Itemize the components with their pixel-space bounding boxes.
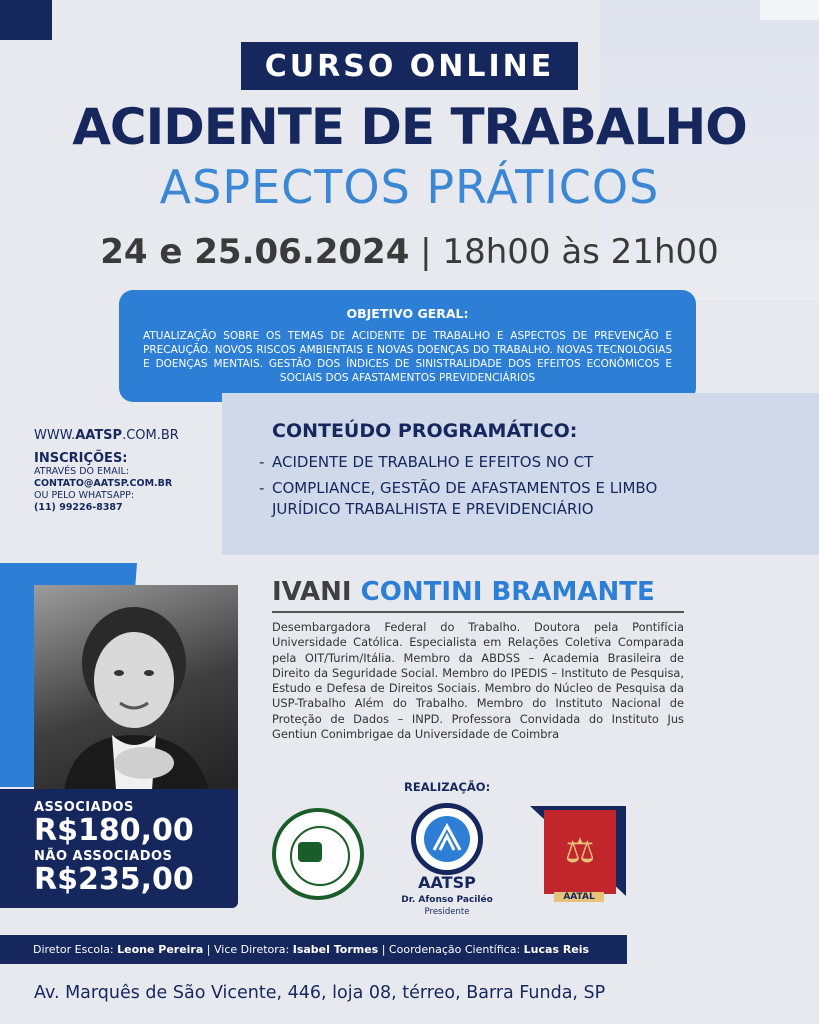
pricing-box <box>0 789 238 908</box>
email-link[interactable]: CONTATO@AATSP.COM.BR <box>34 478 173 489</box>
aatsp-name: AATSP <box>418 873 476 892</box>
course-title: ACIDENTE DE TRABALHO <box>72 98 747 156</box>
whatsapp-label: OU PELO WHATSAPP: <box>34 490 135 501</box>
aatal-name: AATAL <box>554 892 604 902</box>
members-label: ASSOCIADOS <box>34 800 134 815</box>
non-members-label: NÃO ASSOCIADOS <box>34 849 173 864</box>
divider <box>272 611 684 613</box>
objective-title: OBJETIVO GERAL: <box>346 306 469 321</box>
email-label: ATRAVÉS DO EMAIL: <box>34 466 130 477</box>
address: Av. Marquês de São Vicente, 446, loja 08, térreo, Barra Funda, SP <box>34 983 606 1003</box>
aatal-logo <box>530 806 626 906</box>
scales-icon: ⚖ <box>564 831 596 871</box>
program-item-label: ACIDENTE DE TRABALHO E EFEITOS NO CT <box>272 453 594 471</box>
course-subtitle: ASPECTOS PRÁTICOS <box>159 160 660 214</box>
program-item-label: COMPLIANCE, GESTÃO DE AFASTAMENTOS E LIMBO JURÍDICO TRABALHISTA E PREVIDENCIÁRIO <box>272 479 658 518</box>
speaker-bio: Desembargadora Federal do Trabalho. Doutora pela Pontifícia Universidade Católica. Especialista em Relações Coletiva Comparada pela OIT/Turim/Itália. Membro da ABDSS – Academia Brasileira de Direito da Seguridade Social. Membro do IPEDIS – Instituto de Pesquisa, Estudo e Defesa de Direitos Sociais. Membro do Núcleo de Pesquisa da USP-Trabalho Além do Trabalho. Membro do Instituto Nacional de Proteção de Dados – INPD. Professora Convidada do Instituto Jus Gentiun Conimbrigae da Universidade de Coimbra <box>272 620 684 742</box>
president-name: Dr. Afonso Paciléo <box>401 895 493 905</box>
non-members-price: R$235,00 <box>34 862 194 897</box>
members-price: R$180,00 <box>34 813 194 848</box>
course-dates <box>0 232 819 272</box>
vice-director-name: Isabel Tormes <box>292 943 379 956</box>
registration-title: INSCRIÇÕES: <box>34 451 128 466</box>
objective-text: ATUALIZAÇÃO SOBRE OS TEMAS DE ACIDENTE DE TRABALHO E ASPECTOS DE PREVENÇÃO E PRECAUÇÃO. NOVOS RISCOS AMBIENTAIS E NOVAS DOENÇAS DO TRABALHO. NOVAS TECNOLOGIAS E DOENÇAS MENTAIS. GESTÃO DOS ÍNDICES DE SINISTRALIDADE DOS EFEITOS ECONÔMICOS E SOCIAIS DOS AFASTAMENTOS PREVIDENCIÁRIOS <box>143 330 672 384</box>
coordinator-name: Lucas Reis <box>523 943 590 956</box>
website-link[interactable]: WWW.AATSP.COM.BR <box>34 428 179 443</box>
corner-accent <box>0 0 52 40</box>
program-title: CONTEÚDO PROGRAMÁTICO: <box>272 420 578 442</box>
objective-box <box>119 290 696 402</box>
aatsp-logo <box>411 803 483 875</box>
phone-number[interactable]: (11) 99226-8387 <box>34 502 123 513</box>
time-range: 18h00 às 21h00 <box>442 232 719 272</box>
credits-bar: Diretor Escola: Leone Pereira | Vice Diretora: Isabel Tormes | Coordenação Científica: Lucas Reis <box>0 935 627 964</box>
realization-title: REALIZAÇÃO: <box>404 780 491 794</box>
course-type-badge: CURSO ONLINE <box>241 42 578 90</box>
speaker-name: IVANI CONTINI BRAMANTE <box>272 577 655 607</box>
speaker-photo <box>34 585 238 790</box>
date-separator: | <box>409 232 443 272</box>
contact-info <box>34 428 224 514</box>
director-name: Leone Pereira <box>117 943 204 956</box>
list-item: - ACIDENTE DE TRABALHO E EFEITOS NO CT <box>259 453 594 471</box>
program-list <box>259 452 659 525</box>
list-item: - COMPLIANCE, GESTÃO DE AFASTAMENTOS E LIMBO JURÍDICO TRABALHISTA E PREVIDENCIÁRIO <box>259 479 658 518</box>
background-shape <box>760 0 819 20</box>
date-range: 24 e 25.06.2024 <box>100 232 410 272</box>
association-seal-logo <box>272 808 364 900</box>
president-title: Presidente <box>424 907 470 917</box>
